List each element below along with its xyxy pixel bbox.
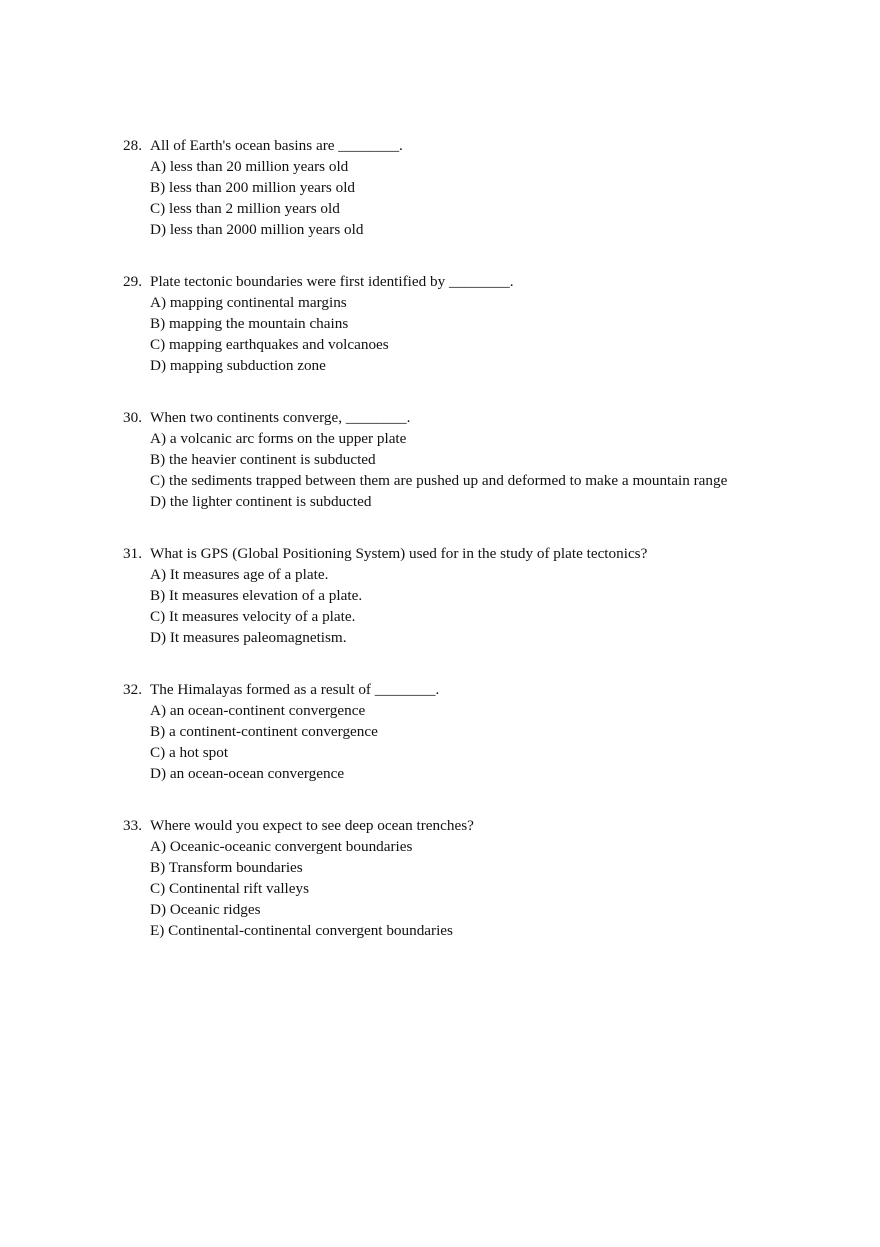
answer-option-b: B) Transform boundaries bbox=[150, 858, 303, 876]
question-stem bbox=[123, 680, 763, 701]
answer-option-d: D) mapping subduction zone bbox=[150, 356, 326, 374]
answer-option-a: A) an ocean-continent convergence bbox=[150, 702, 366, 720]
question-number: 31. bbox=[123, 545, 142, 563]
answer-option-d: D) less than 2000 million years old bbox=[150, 220, 364, 238]
answer-option-a: A) Oceanic-oceanic convergent boundaries bbox=[150, 838, 413, 856]
answer-option-c: C) less than 2 million years old bbox=[150, 199, 340, 217]
answer-options bbox=[123, 701, 763, 785]
answer-option-b: B) the heavier continent is subducted bbox=[150, 450, 376, 468]
question-31 bbox=[123, 544, 763, 649]
question-text: The Himalayas formed as a result of ________. bbox=[150, 681, 440, 699]
question-stem bbox=[123, 544, 763, 565]
answer-option-a: A) less than 20 million years old bbox=[150, 157, 349, 175]
answer-option-b: B) less than 200 million years old bbox=[150, 178, 356, 196]
answer-option-a: A) It measures age of a plate. bbox=[150, 566, 329, 583]
question-32 bbox=[123, 680, 763, 785]
answer-options bbox=[123, 837, 763, 942]
answer-option-d: D) the lighter continent is subducted bbox=[150, 492, 372, 510]
question-number: 33. bbox=[123, 817, 142, 835]
answer-option-b: B) mapping the mountain chains bbox=[150, 314, 349, 332]
question-29 bbox=[123, 272, 763, 377]
question-stem bbox=[123, 272, 763, 293]
answer-option-e: E) Continental-continental convergent boundaries bbox=[150, 921, 453, 939]
question-number: 32. bbox=[123, 681, 142, 699]
question-stem bbox=[123, 136, 763, 157]
question-30 bbox=[123, 408, 763, 513]
answer-option-c: C) the sediments trapped between them are pushed up and deformed to make a mountain range bbox=[150, 471, 728, 489]
question-33 bbox=[123, 816, 763, 941]
question-text: What is GPS (Global Positioning System) used for in the study of plate tectonics? bbox=[150, 545, 648, 563]
question-text: All of Earth's ocean basins are ________. bbox=[150, 137, 403, 154]
answer-option-b: B) It measures elevation of a plate. bbox=[150, 586, 363, 604]
question-stem bbox=[123, 408, 763, 429]
answer-option-c: C) a hot spot bbox=[150, 743, 229, 761]
answer-option-d: D) an ocean-ocean convergence bbox=[150, 764, 345, 782]
answer-options bbox=[123, 157, 763, 241]
answer-option-b: B) a continent-continent convergence bbox=[150, 722, 378, 740]
question-stem bbox=[123, 816, 763, 837]
answer-options bbox=[123, 429, 763, 513]
answer-options bbox=[123, 565, 763, 649]
answer-option-c: C) Continental rift valleys bbox=[150, 879, 310, 897]
question-text: Plate tectonic boundaries were first identified by ________. bbox=[150, 273, 514, 291]
question-list bbox=[123, 136, 763, 973]
question-number: 30. bbox=[123, 409, 142, 427]
answer-option-c: C) mapping earthquakes and volcanoes bbox=[150, 335, 389, 353]
answer-option-a: A) a volcanic arc forms on the upper plate bbox=[150, 429, 407, 447]
question-text: When two continents converge, ________. bbox=[150, 409, 411, 427]
answer-option-a: A) mapping continental margins bbox=[150, 293, 347, 311]
question-number: 28. bbox=[123, 137, 142, 154]
question-28 bbox=[123, 136, 763, 241]
answer-options bbox=[123, 293, 763, 377]
answer-option-d: D) It measures paleomagnetism. bbox=[150, 628, 347, 646]
answer-option-c: C) It measures velocity of a plate. bbox=[150, 607, 356, 625]
answer-option-d: D) Oceanic ridges bbox=[150, 900, 261, 918]
question-text: Where would you expect to see deep ocean trenches? bbox=[150, 817, 474, 835]
question-number: 29. bbox=[123, 273, 142, 291]
